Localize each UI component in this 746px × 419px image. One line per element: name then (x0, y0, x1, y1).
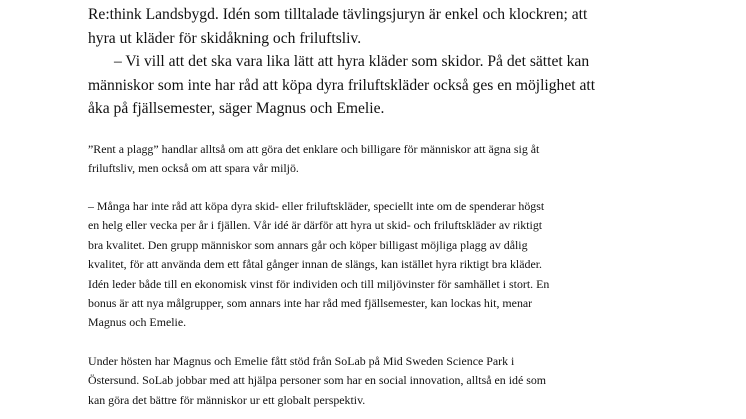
text-line: en helg eller vecka per år i fjällen. Vår idé är därför att hyra ut skid- och friluftskläder av riktigt (88, 218, 543, 233)
text-line: ”Rent a plagg” handlar alltså om att göra det enklare och billigare för människor att ägna sig åt (88, 142, 540, 156)
text-line: bra kvalitet. Den grupp människor som annars går och köper billigast möjliga plagg av dålig (88, 237, 528, 252)
text-line: Magnus och Emelie. (88, 315, 187, 330)
text-line: Under hösten har Magnus och Emelie fått stöd från SoLab på Mid Sweden Science Park i (88, 354, 515, 368)
text-line: friluftsliv, men också om att spara vår miljö. (88, 161, 299, 176)
body-paragraph-quote (88, 197, 549, 333)
text-line: människor som inte har råd att köpa dyra friluftskläder också ges en möjlighet att (88, 76, 596, 94)
text-line: Idén leder både till en ekonomisk vinst för individen och till miljövinster för samhället i stort. En (88, 276, 550, 291)
quote-line: – Vi vill att det ska vara lika lätt att hyra kläder som skidor. På det sättet kan (114, 53, 590, 70)
text-line: hyra ut kläder för skidåkning och friluftsliv. (88, 29, 362, 47)
text-line: Östersund. SoLab jobbar med att hjälpa personer som har en social innovation, alltså en idé som (88, 373, 547, 388)
text-line: Re:think Landsbygd. Idén som tilltalade tävlingsjuryn är enkel och klockren; att (88, 6, 588, 23)
text-line: åka på fjällsemester, säger Magnus och Emelie. (88, 100, 385, 117)
lead-paragraph (88, 3, 595, 121)
text-line: bonus är att nya målgrupper, som annars inte har råd med fjällsemester, kan lockas hit, menar (88, 296, 533, 311)
text-line: kan göra det bättre för människor ur ett globalt perspektiv. (88, 392, 366, 407)
text-line: kvalitet, för att använda dem ett fåtal gånger innan de slängs, kan istället hyra riktigt bra kläder. (88, 257, 542, 272)
body-paragraph-solab (88, 352, 546, 410)
text-line: – Många har inte råd att köpa dyra skid- eller friluftskläder, speciellt inte om de spenderar högst (88, 199, 545, 213)
body-paragraph-rent-a-plagg (88, 140, 539, 179)
